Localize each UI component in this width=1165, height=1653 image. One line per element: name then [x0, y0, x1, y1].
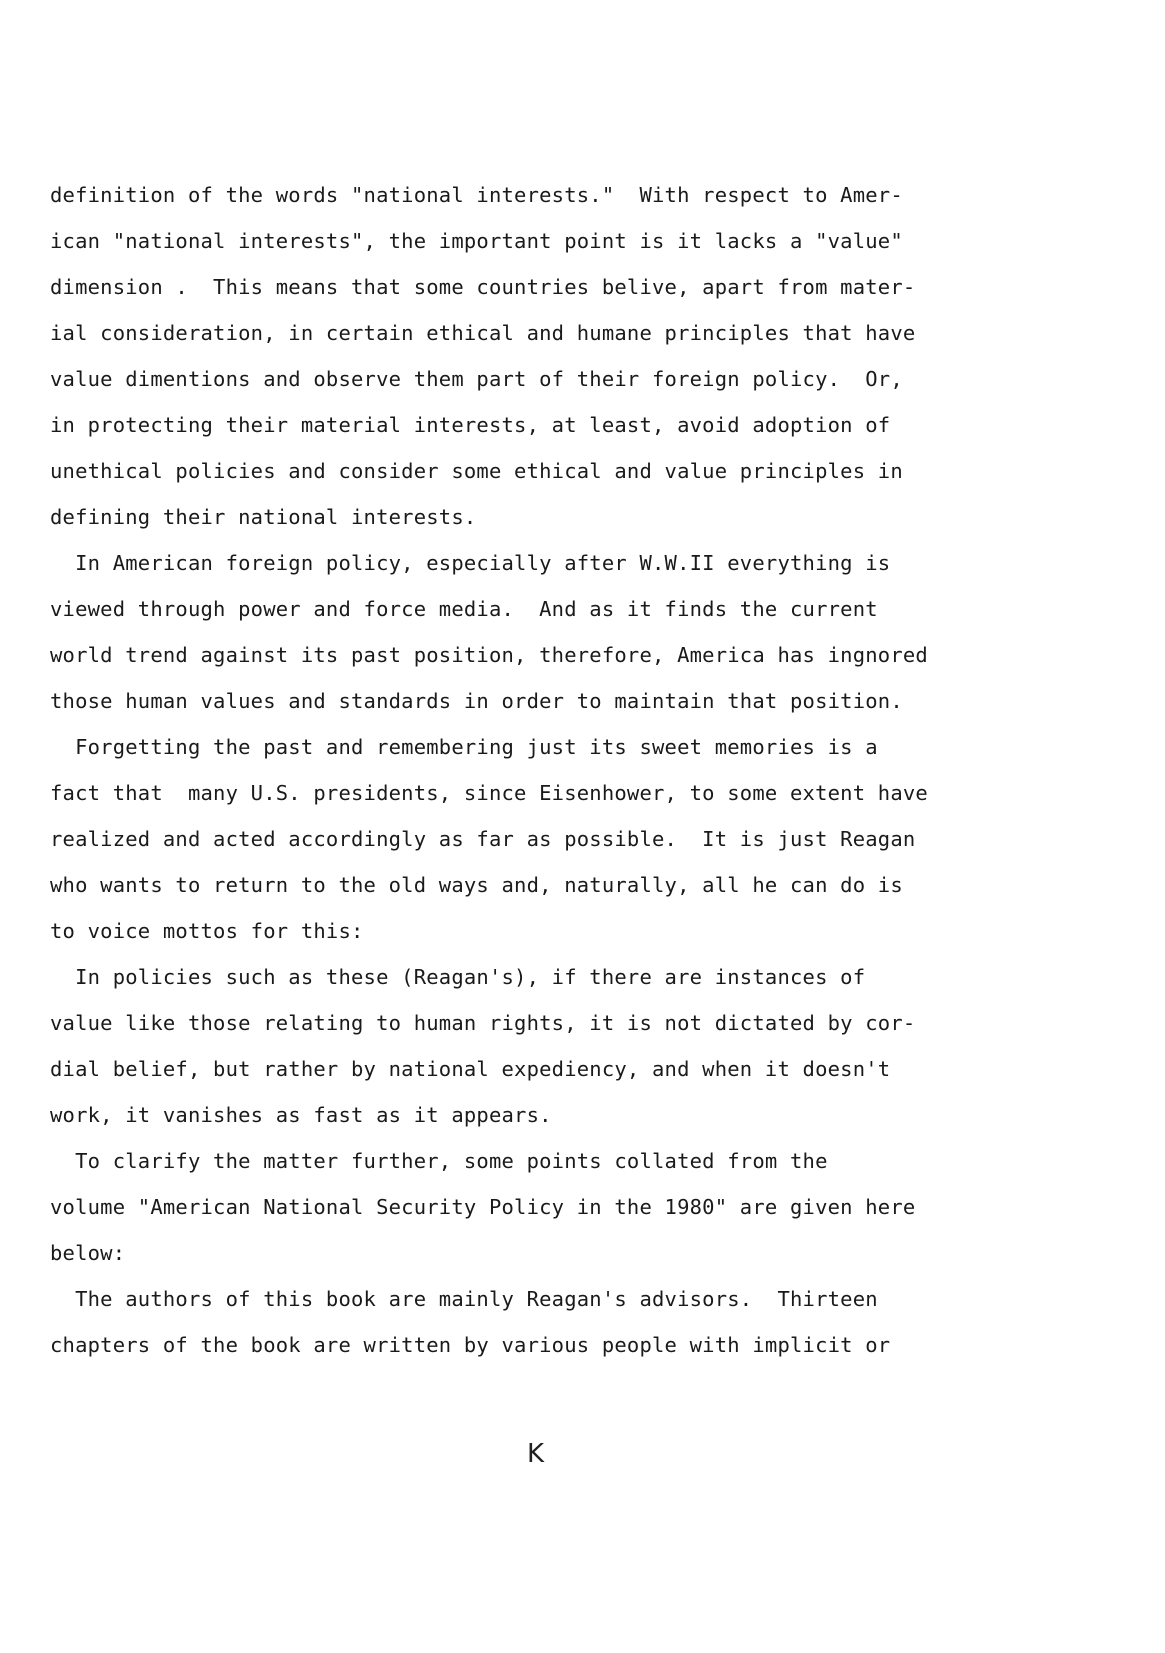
text-line: those human values and standards in order to maintain that position. [50, 689, 903, 713]
text-line: The authors of this book are mainly Reagan's advisors. Thirteen [50, 1287, 878, 1311]
text-line: volume "American National Security Policy in the 1980" are given here [50, 1195, 916, 1219]
page-mark: K [527, 1439, 545, 1469]
text-line: dimension . This means that some countries belive, apart from mater- [50, 275, 916, 299]
text-line: ican "national interests", the important point is it lacks a "value" [50, 229, 903, 253]
text-line: In American foreign policy, especially after W.W.II everything is [50, 551, 891, 575]
text-line: To clarify the matter further, some points collated from the [50, 1149, 828, 1173]
text-line: dial belief, but rather by national expediency, and when it doesn't [50, 1057, 891, 1081]
text-line: work, it vanishes as fast as it appears. [50, 1103, 552, 1127]
text-line: defining their national interests. [50, 505, 477, 529]
text-line: who wants to return to the old ways and, naturally, all he can do is [50, 873, 903, 897]
text-line: viewed through power and force media. And as it finds the current [50, 597, 878, 621]
text-line: to voice mottos for this: [50, 919, 364, 943]
text-line: fact that many U.S. presidents, since Eisenhower, to some extent have [50, 781, 928, 805]
text-line: chapters of the book are written by various people with implicit or [50, 1333, 891, 1357]
text-line: In policies such as these (Reagan's), if there are instances of [50, 965, 866, 989]
text-line: Forgetting the past and remembering just its sweet memories is a [50, 735, 878, 759]
text-line: value like those relating to human rights, it is not dictated by cor- [50, 1011, 916, 1035]
text-line: below: [50, 1241, 126, 1265]
text-line: unethical policies and consider some ethical and value principles in [50, 459, 903, 483]
text-line: in protecting their material interests, at least, avoid adoption of [50, 413, 891, 437]
body-text [50, 172, 1050, 1368]
text-line: definition of the words "national interests." With respect to Amer- [50, 183, 903, 207]
text-line: world trend against its past position, therefore, America has ingnored [50, 643, 928, 667]
text-line: value dimentions and observe them part of their foreign policy. Or, [50, 367, 903, 391]
text-line: realized and acted accordingly as far as possible. It is just Reagan [50, 827, 916, 851]
text-line: ial consideration, in certain ethical and humane principles that have [50, 321, 916, 345]
